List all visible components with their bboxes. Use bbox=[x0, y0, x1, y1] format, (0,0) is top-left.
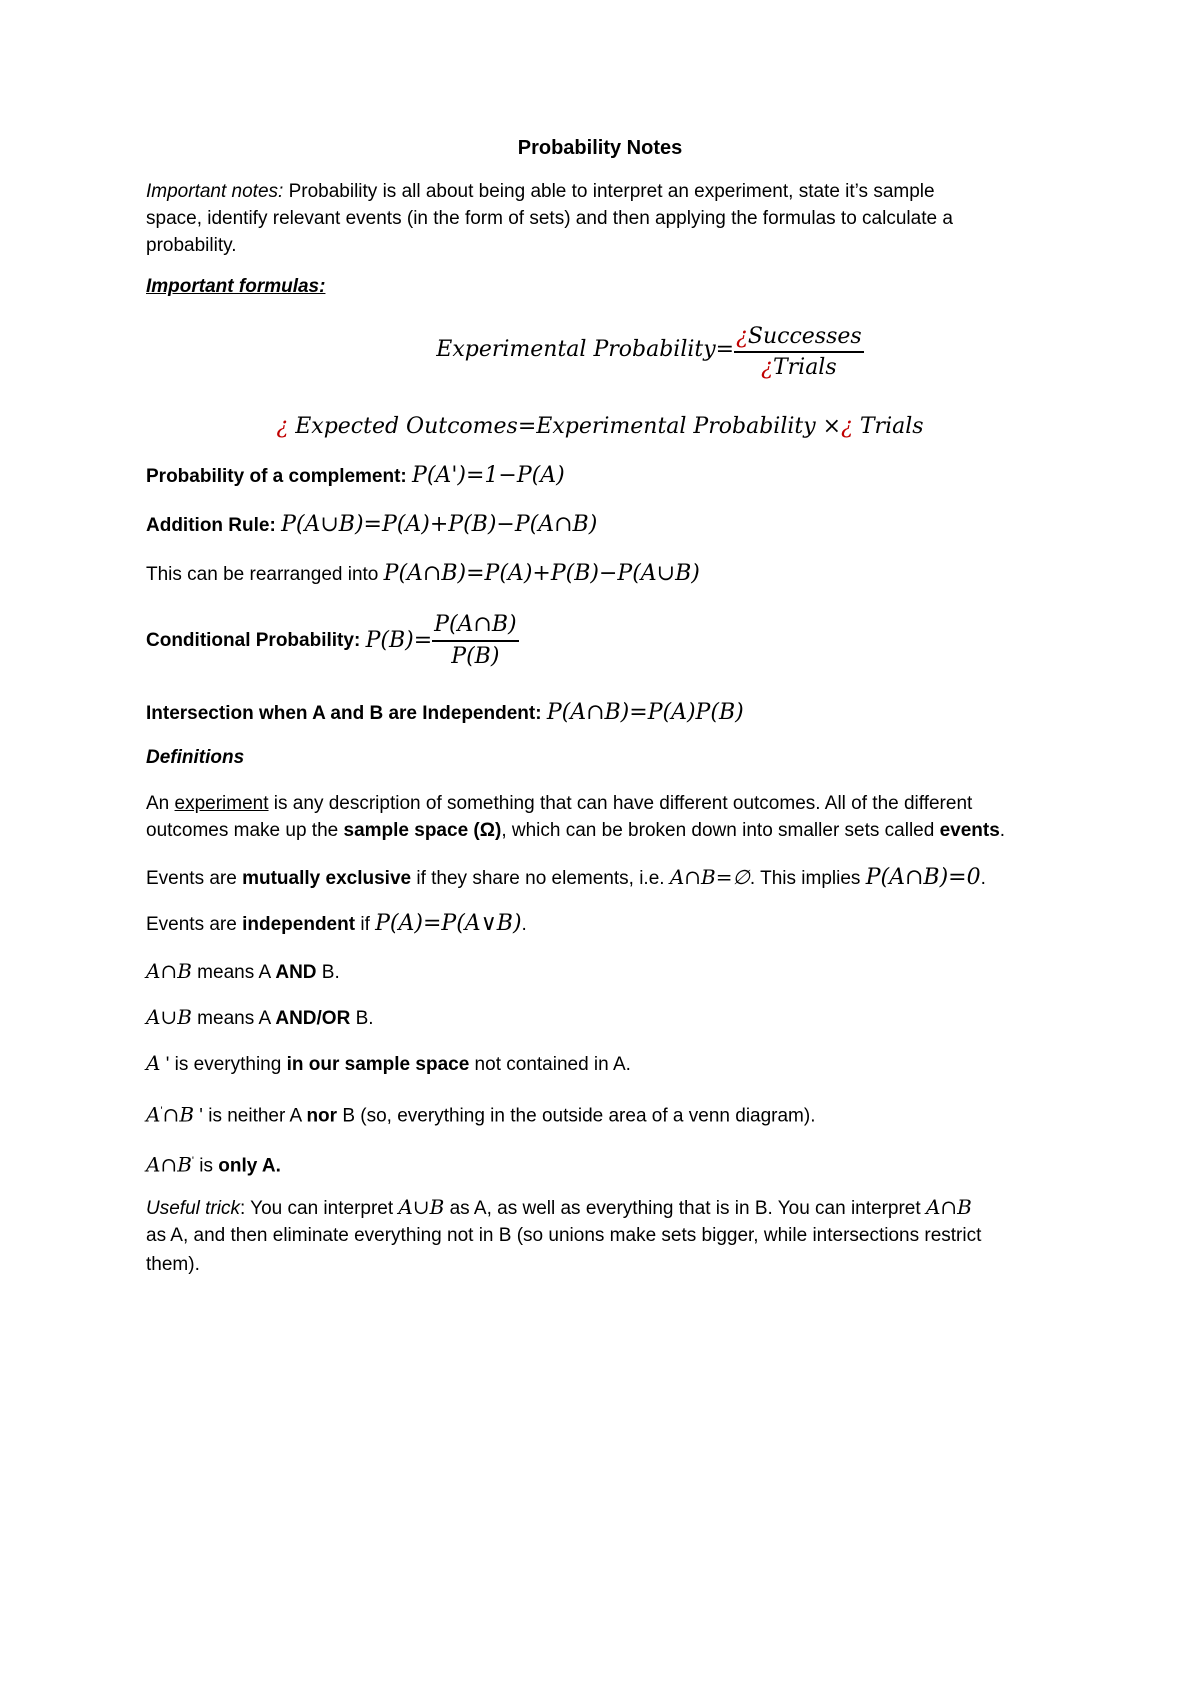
conditional-fraction bbox=[432, 612, 518, 670]
def-only-text-1: is bbox=[194, 1155, 219, 1177]
def-mutual-text-1: Events are bbox=[146, 868, 243, 889]
def-neither bbox=[146, 1098, 816, 1129]
def-experiment-text-2: is any description of something that can have different outcomes. All of the different bbox=[268, 793, 973, 814]
complement-rule bbox=[146, 463, 565, 490]
def-complement-text-1: ' is everything bbox=[160, 1054, 287, 1075]
def-experiment-text-5: . bbox=[999, 820, 1006, 841]
trick-math-2: A∩B bbox=[925, 1195, 972, 1219]
denominator-text: Trials bbox=[772, 355, 837, 380]
def-or-math: A∪B bbox=[146, 1005, 192, 1029]
addition-rule bbox=[146, 512, 597, 539]
events-term: events bbox=[939, 820, 1000, 841]
def-neither-prime: ' bbox=[160, 1105, 163, 1117]
expected-text-1: Expected Outcomes=Experimental Probability × bbox=[288, 414, 842, 439]
conditional-label: Conditional Probability: bbox=[146, 630, 361, 651]
def-and-math: A∩B bbox=[146, 959, 192, 983]
sample-space-term: sample space (Ω) bbox=[343, 820, 502, 841]
intro-line-1 bbox=[146, 179, 935, 205]
rearranged-formula: P(A∩B)=P(A)+P(B)−P(A∪B) bbox=[383, 561, 700, 586]
def-experiment-line-2 bbox=[146, 818, 1005, 844]
def-only bbox=[146, 1148, 281, 1179]
def-independent bbox=[146, 911, 527, 938]
complement-label: Probability of a complement: bbox=[146, 466, 407, 487]
addition-label: Addition Rule: bbox=[146, 515, 276, 536]
def-or bbox=[146, 1004, 374, 1032]
experimental-denominator bbox=[734, 353, 864, 380]
and-or-term: AND/OR bbox=[275, 1008, 351, 1029]
def-and bbox=[146, 958, 340, 986]
def-only-prime: ' bbox=[191, 1155, 195, 1167]
independent-term: independent bbox=[242, 914, 356, 935]
formulas-heading: Important formulas: bbox=[146, 276, 326, 297]
def-or-text-1: means A bbox=[191, 1008, 276, 1029]
complement-formula: P(A')=1−P(A) bbox=[412, 463, 565, 488]
conditional-denominator: P(B) bbox=[451, 644, 500, 669]
conditional-rule bbox=[146, 612, 519, 670]
def-experiment-text-4: , which can be broken down into smaller sets called bbox=[501, 820, 940, 841]
rearranged-rule bbox=[146, 561, 700, 588]
experimental-lhs: Experimental Probability= bbox=[436, 337, 735, 363]
def-experiment-text-3: outcomes make up the bbox=[146, 820, 344, 841]
def-mutual-text-4: . bbox=[980, 868, 986, 889]
rearranged-label: This can be rearranged into bbox=[146, 564, 379, 585]
numerator-mark: ¿ bbox=[736, 324, 748, 349]
def-and-text-1: means A bbox=[191, 962, 276, 983]
intro-text-1: Probability is all about being able to interpret an experiment, state it’s sample bbox=[283, 181, 935, 202]
conditional-lhs: P(B)= bbox=[365, 628, 433, 653]
experimental-numerator bbox=[734, 324, 864, 353]
mutually-exclusive-term: mutually exclusive bbox=[242, 868, 412, 889]
def-mutually-exclusive bbox=[146, 864, 986, 892]
only-a-term: only A. bbox=[218, 1155, 281, 1177]
def-independent-math: P(A)=P(A∨B) bbox=[375, 911, 522, 936]
nor-term: nor bbox=[306, 1105, 338, 1127]
def-independent-text-1: Events are bbox=[146, 914, 243, 935]
page-title: Probability Notes bbox=[517, 137, 683, 159]
trick-line-3: them). bbox=[146, 1254, 200, 1275]
trick-text-2: as A, as well as everything that is in B. You can interpret bbox=[444, 1198, 926, 1219]
trick-math-1: A∪B bbox=[398, 1195, 445, 1219]
independent-rule-label: Intersection when A and B are Independent: bbox=[146, 703, 542, 724]
trick-line-2: as A, and then eliminate everything not in B (so unions make sets bigger, while intersections restrict bbox=[146, 1225, 982, 1246]
trick-line-1 bbox=[146, 1194, 972, 1222]
def-mutual-text-2: if they share no elements, i.e. bbox=[411, 868, 670, 889]
def-mutual-math-2: P(A∩B)=0 bbox=[865, 865, 981, 890]
sample-space-emphasis: in our sample space bbox=[286, 1054, 470, 1075]
def-experiment-line-1 bbox=[146, 791, 972, 817]
def-experiment-text-1: An bbox=[146, 793, 175, 814]
def-neither-math-2: ∩B bbox=[162, 1102, 195, 1127]
def-neither-text-1: ' is neither A bbox=[194, 1105, 307, 1127]
def-only-math: A∩B bbox=[146, 1152, 192, 1177]
def-complement bbox=[146, 1050, 631, 1078]
independent-intersection-rule bbox=[146, 700, 744, 727]
denominator-mark: ¿ bbox=[761, 355, 773, 380]
def-independent-text-3: . bbox=[521, 914, 527, 935]
expected-text-2: Trials bbox=[852, 414, 924, 439]
expected-mark-1: ¿ bbox=[276, 414, 289, 439]
definitions-heading: Definitions bbox=[146, 747, 245, 768]
trick-text-1: : You can interpret bbox=[239, 1198, 399, 1219]
def-and-text-2: B. bbox=[316, 962, 340, 983]
trick-label: Useful trick bbox=[146, 1198, 240, 1219]
def-or-text-2: B. bbox=[350, 1008, 374, 1029]
experimental-fraction bbox=[734, 324, 864, 380]
formula-expected-outcomes bbox=[0, 414, 1200, 439]
def-complement-text-2: not contained in A. bbox=[469, 1054, 631, 1075]
intro-line-2: space, identify relevant events (in the form of sets) and then applying the formulas to calculate a bbox=[146, 208, 953, 229]
experiment-term: experiment bbox=[174, 793, 269, 814]
intro-line-3: probability. bbox=[146, 235, 237, 256]
def-neither-text-2: B (so, everything in the outside area of a venn diagram). bbox=[337, 1105, 816, 1127]
and-term: AND bbox=[275, 962, 317, 983]
def-neither-math-1: A bbox=[146, 1102, 161, 1127]
numerator-text: Successes bbox=[747, 324, 862, 349]
def-independent-text-2: if bbox=[355, 914, 376, 935]
def-mutual-text-3: . This implies bbox=[749, 868, 866, 889]
def-mutual-math-1: A∩B=∅ bbox=[669, 865, 750, 889]
formula-experimental-probability bbox=[0, 324, 1200, 380]
addition-formula: P(A∪B)=P(A)+P(B)−P(A∩B) bbox=[281, 512, 598, 537]
conditional-numerator: P(A∩B) bbox=[432, 612, 518, 642]
expected-mark-2: ¿ bbox=[841, 414, 853, 439]
independent-rule-formula: P(A∩B)=P(A)P(B) bbox=[546, 700, 744, 725]
def-complement-math: A bbox=[146, 1051, 161, 1075]
intro-label: Important notes: bbox=[146, 181, 284, 202]
